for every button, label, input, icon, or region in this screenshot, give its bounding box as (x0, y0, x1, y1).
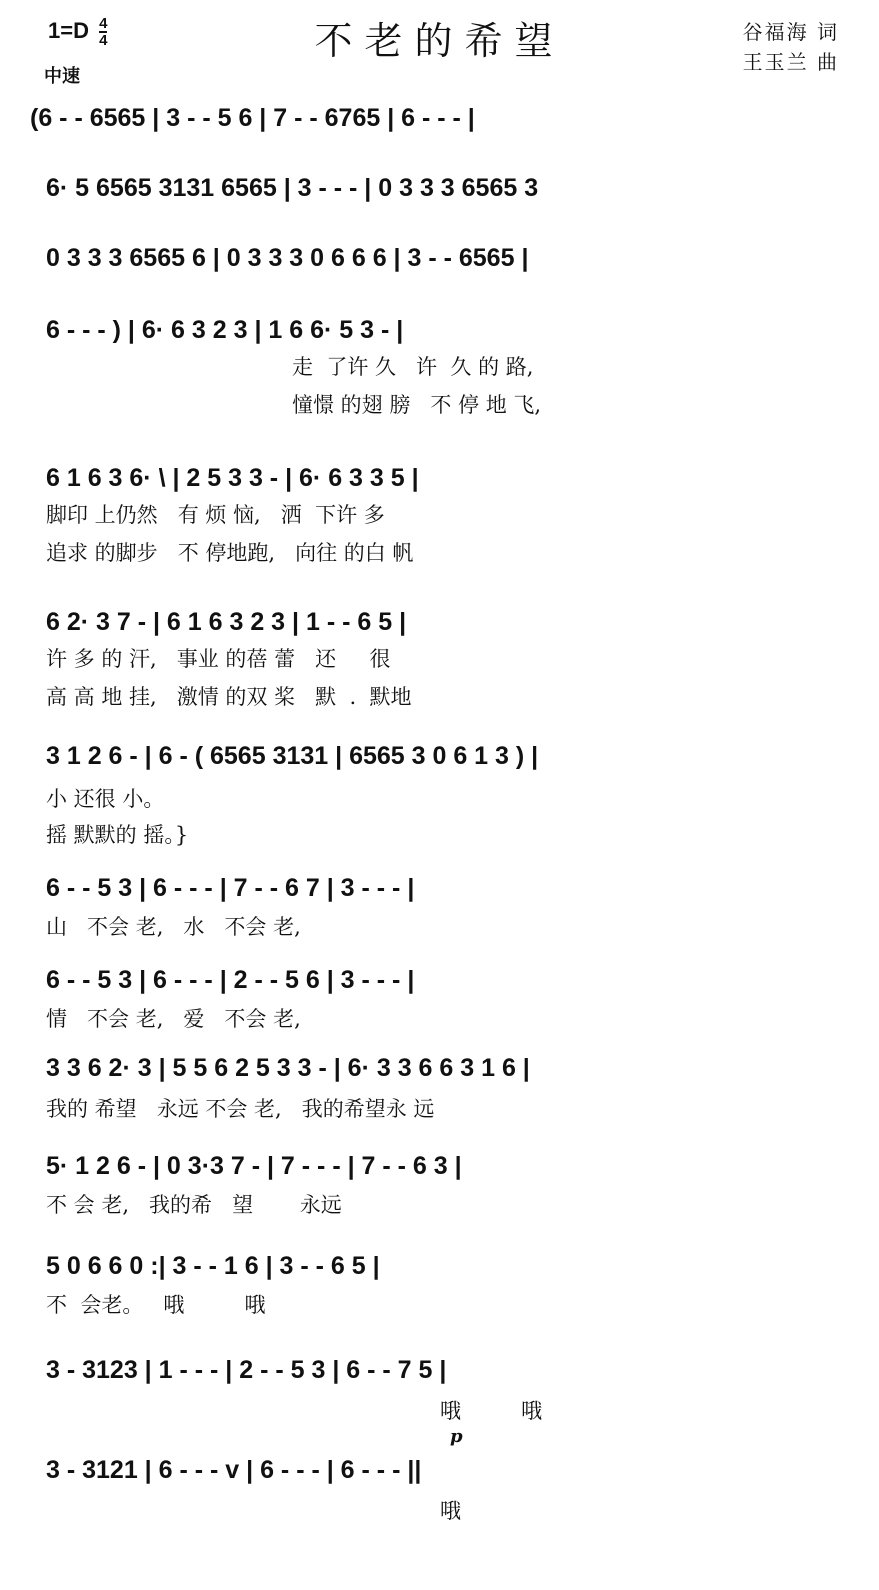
lyric-verse-2: 高 高 地 挂, 激情 的双 桨 默 . 默地 (46, 685, 412, 709)
notes-text: 6 - - 5 3 | 6 - - - | 7 - - 6 7 | 3 - - - | (46, 874, 415, 902)
notes-text: 5· 1 2 6 - | 0 3·3 7 - | 7 - - - | 7 - - 6 3 | (46, 1152, 462, 1180)
lyricist-credit: 谷福海 词 (742, 20, 839, 44)
lyric-line (0, 1094, 879, 1124)
lyric-verse-1: 小 还很 小。 (46, 787, 165, 811)
notes-text: 3 3 6 2· 3 | 5 5 6 2 5 3 3 - | 6· 3 3 6 6 3 1 6 | (46, 1054, 530, 1082)
lyric-line (0, 500, 879, 530)
note-line (0, 960, 879, 1000)
composer-credit: 王玉兰 曲 (742, 50, 839, 74)
lyric-line (0, 912, 879, 942)
lyric-verse-1: 哦 (440, 1499, 461, 1523)
lyric-line (0, 682, 879, 712)
notes-text: 5 0 6 6 0 :| 3 - - 1 6 | 3 - - 6 5 | (46, 1252, 380, 1280)
lyric-verse-1: 不 会老。 哦 哦 (46, 1293, 266, 1317)
note-line (0, 168, 879, 208)
time-bottom: 4 (99, 32, 108, 49)
notes-text: 6 - - 5 3 | 6 - - - | 2 - - 5 6 | 3 - - - | (46, 966, 415, 994)
note-line (0, 868, 879, 908)
staff-system (0, 736, 879, 876)
staff-system (0, 458, 879, 598)
lyric-verse-2: 摇 默默的 摇。} (46, 823, 189, 847)
lyric-verse-1: 许 多 的 汗, 事业 的蓓 蕾 还 很 (46, 647, 391, 671)
staff-system (0, 310, 879, 450)
lyric-line (0, 1496, 879, 1526)
time-top: 4 (99, 15, 108, 32)
lyric-verse-1: 不 会 老, 我的希 望 永远 (46, 1193, 342, 1217)
lyric-line (0, 390, 879, 420)
note-line (0, 310, 879, 350)
dynamic-marking: p (450, 1426, 463, 1447)
lyric-verse-2: 追求 的脚步 不 停地跑, 向往 的白 帆 (46, 541, 414, 565)
lyric-line (0, 820, 879, 850)
notes-text: 3 - 3121 | 6 - - - v | 6 - - - | 6 - - - || (46, 1456, 422, 1484)
notes-text: (6 - - 6565 | 3 - - 5 6 | 7 - - 6765 | 6 - - - | (30, 104, 475, 132)
lyric-verse-1: 脚印 上仍然 有 烦 恼, 洒 下许 多 (46, 503, 385, 527)
lyric-line (0, 1004, 879, 1034)
lyric-line (0, 538, 879, 568)
note-line (0, 1048, 879, 1088)
note-line (0, 1350, 879, 1390)
note-line (0, 1246, 879, 1286)
notes-text: 3 - 3123 | 1 - - - | 2 - - 5 3 | 6 - - 7 5 | (46, 1356, 447, 1384)
lyric-line (0, 1290, 879, 1320)
tempo-marking: 中速 (44, 66, 80, 86)
notes-text: 6 2· 3 7 - | 6 1 6 3 2 3 | 1 - - 6 5 | (46, 608, 407, 636)
notes-text: 3 1 2 6 - | 6 - ( 6565 3131 | 6565 3 0 6 1 3 ) | (46, 742, 539, 770)
note-line (0, 1146, 879, 1186)
notes-text: 6 - - - ) | 6· 6 3 2 3 | 1 6 6· 5 3 - | (46, 316, 404, 344)
lyric-verse-1: 走 了许 久 许 久 的 路, (292, 355, 534, 379)
note-line (0, 1450, 879, 1490)
note-line (0, 602, 879, 642)
lyric-verse-1: 山 不会 老, 水 不会 老, (46, 915, 301, 939)
lyric-verse-1: 我的 希望 永远 不会 老, 我的希望永 远 (46, 1097, 435, 1121)
lyric-verse-2: 憧憬 的翅 膀 不 停 地 飞, (292, 393, 542, 417)
note-line (0, 458, 879, 498)
staff-system (0, 602, 879, 742)
lyric-verse-1: 情 不会 老, 爱 不会 老, (46, 1007, 301, 1031)
notes-text: 6 1 6 3 6· \ | 2 5 3 3 - | 6· 6 3 3 5 | (46, 464, 419, 492)
lyric-line (0, 784, 879, 814)
notes-text: 0 3 3 3 6565 6 | 0 3 3 3 0 6 6 6 | 3 - - 6565 | (46, 244, 529, 272)
lyric-line (0, 352, 879, 382)
notes-text: 6· 5 6565 3131 6565 | 3 - - - | 0 3 3 3 6565 3 (46, 174, 539, 202)
note-line (0, 736, 879, 776)
staff-system (0, 1426, 879, 1590)
note-line (0, 98, 879, 138)
lyric-line (0, 1396, 879, 1426)
lyric-line (0, 644, 879, 674)
song-title: 不老的希望 (314, 19, 565, 63)
note-line (0, 238, 879, 278)
key-text: 1=D (48, 17, 89, 43)
lyric-line (0, 1190, 879, 1220)
lyric-verse-1: 哦 哦 (440, 1399, 543, 1423)
